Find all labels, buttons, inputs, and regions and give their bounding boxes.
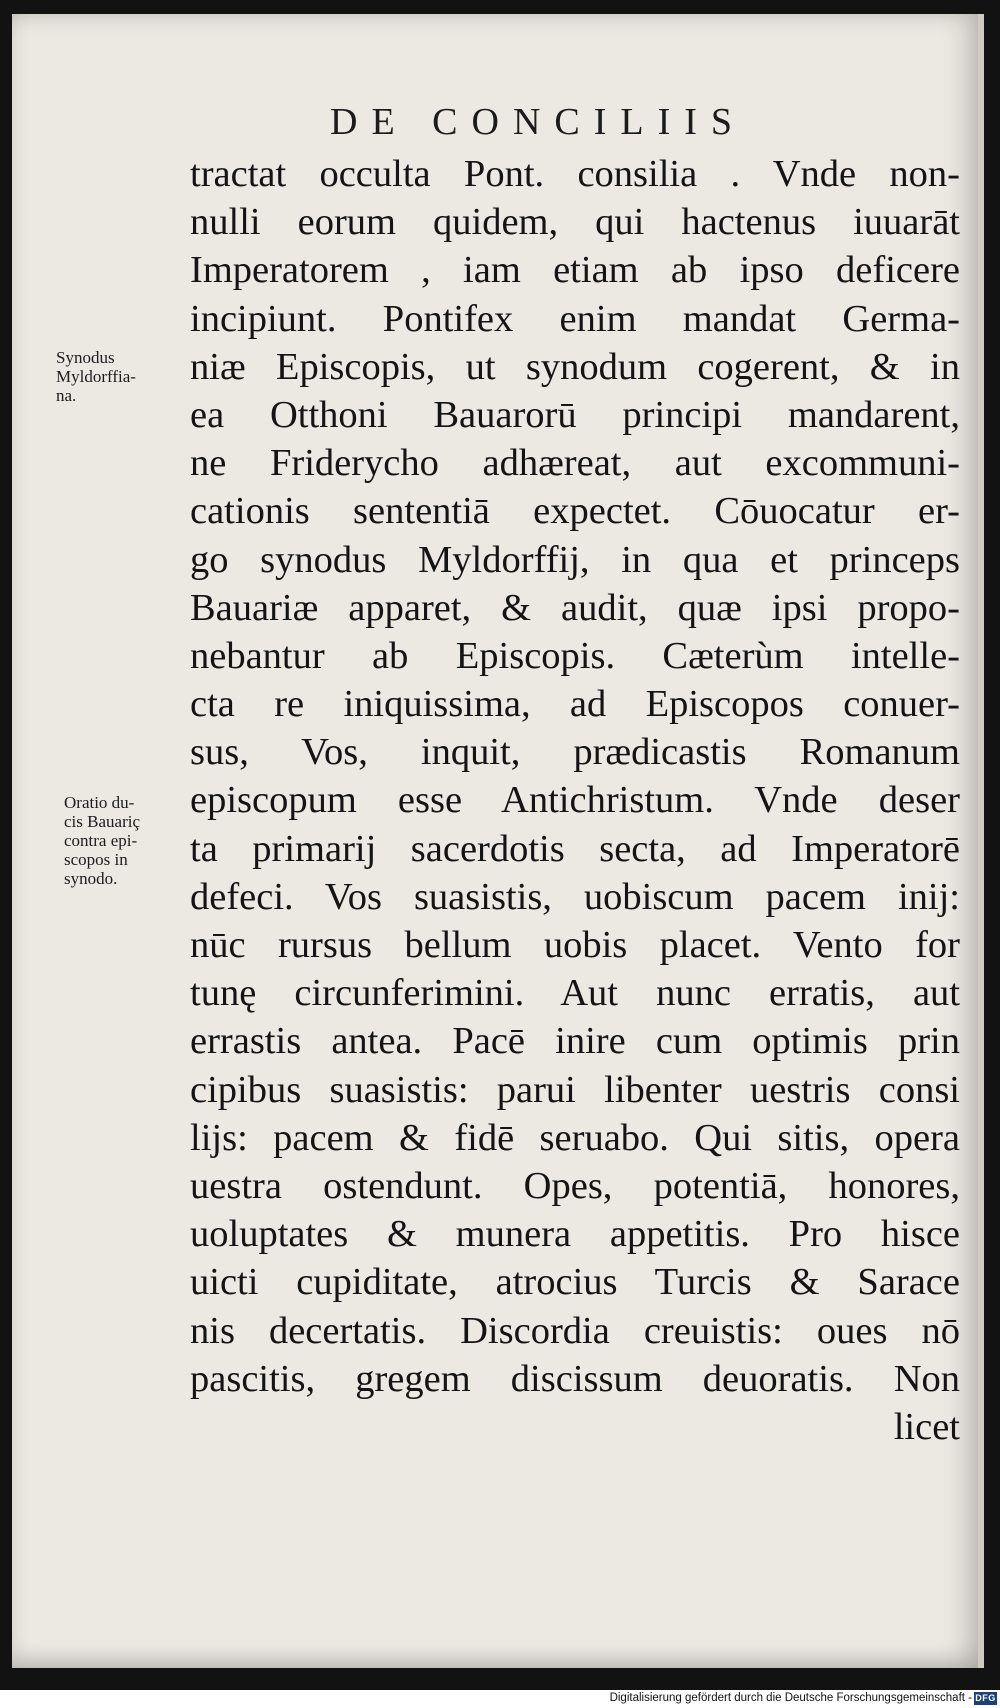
marginal-note-line: cis Bauariç xyxy=(64,812,140,831)
text-line: tractat occulta Pont. consilia . Vnde non- xyxy=(190,153,960,195)
text-line: tunę circunferimini. Aut nunc erratis, aut xyxy=(190,972,960,1015)
catchword: licet xyxy=(893,1405,960,1448)
text-line: nūc rursus bellum uobis placet. Vento for xyxy=(190,924,960,966)
marginal-note-line: contra epi- xyxy=(64,831,138,850)
text-line: nebantur ab Episcopis. Cæterùm intelle- xyxy=(190,634,960,677)
text-line: go synodus Myldorffij, in qua et princeps xyxy=(190,538,960,581)
text-line: pascitis, gregem discissum deuoratis. Non xyxy=(190,1357,960,1400)
main-text xyxy=(190,150,960,1451)
marginal-note-line: Synodus xyxy=(56,348,115,367)
text-line: nulli eorum quidem, qui hactenus iuuarāt xyxy=(190,201,960,244)
text-line: ta primarij sacerdotis secta, ad Imperatorē xyxy=(190,827,960,870)
text-line: errastis antea. Pacē inire cum optimis prin xyxy=(190,1020,960,1063)
text-line: nis decertatis. Discordia creuistis: oues nō xyxy=(190,1309,960,1352)
text-line: lijs: pacem & fidē seruabo. Qui sitis, opera xyxy=(190,1116,960,1159)
text-line: uoluptates & munera appetitis. Pro hisce xyxy=(190,1213,960,1256)
marginal-note-line: synodo. xyxy=(64,869,118,888)
text-line: defeci. Vos suasistis, uobiscum pacem inij: xyxy=(190,875,960,918)
text-line: cta re iniquissima, ad Episcopos conuer- xyxy=(190,683,960,726)
text-line: niæ Episcopis, ut synodum cogerent, & in xyxy=(190,345,960,388)
dfg-logo: DFG xyxy=(975,1693,996,1703)
text-line: sus, Vos, inquit, prædicastis Romanum xyxy=(190,731,960,774)
text-line: ne Friderycho adhæreat, aut excommuni- xyxy=(190,442,960,485)
text-line: Imperatorem , iam etiam ab ipso deficere xyxy=(190,249,960,292)
running-head: DE CONCILIIS xyxy=(330,101,747,143)
marginal-note-synod xyxy=(56,348,136,405)
text-line: uestra ostendunt. Opes, potentiā, honores, xyxy=(190,1164,960,1207)
text-line: cipibus suasistis: parui libenter uestris consi xyxy=(190,1068,960,1111)
text-line: Bauariæ apparet, & audit, quæ ipsi propo- xyxy=(190,586,960,629)
text-line: incipiunt. Pontifex enim mandat Germa- xyxy=(190,297,960,340)
text-line: episcopum esse Antichristum. Vnde deser xyxy=(190,779,960,822)
marginal-note-line: Oratio du- xyxy=(64,793,135,812)
marginal-note-line: scopos in xyxy=(64,850,128,869)
marginal-note-line: na. xyxy=(56,386,77,405)
text-line: cationis sententiā expectet. Cōuocatur er- xyxy=(190,490,960,533)
marginal-note-line: Myldorffia- xyxy=(56,367,136,386)
page-edge xyxy=(978,14,984,1668)
text-line: ea Otthoni Bauarorū principi mandarent, xyxy=(190,393,960,436)
funding-credit: Digitalisierung gefördert durch die Deutsche Forschungsgemeinschaft - xyxy=(609,1692,972,1704)
text-line: uicti cupiditate, atrocius Turcis & Sarace xyxy=(190,1261,960,1304)
marginal-note-oration xyxy=(64,793,140,888)
